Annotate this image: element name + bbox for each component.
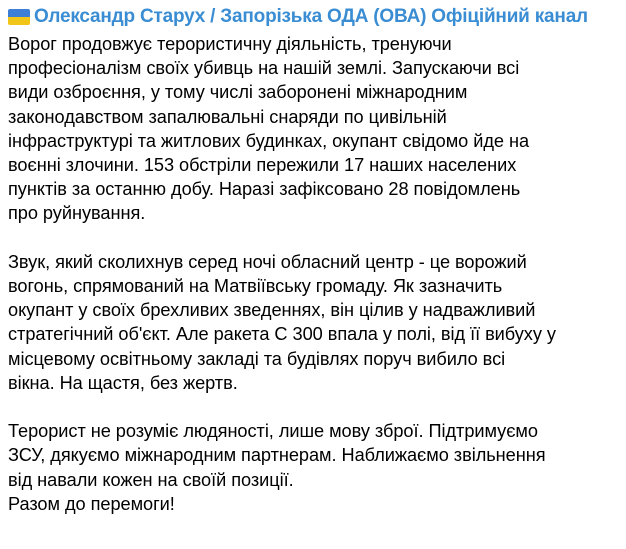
message-line: законодавством запалювальні снаряди по цивільній (8, 106, 447, 127)
message-line: Терорист не розуміє людяності, лише мову зброї. Підтримуємо (8, 421, 538, 442)
message-line: Звук, який сколихнув серед ночі обласний центр - це ворожий (8, 251, 527, 272)
message-paragraph-3 (8, 419, 616, 516)
paragraph-spacer (8, 395, 616, 419)
channel-name[interactable]: Олександр Старух / Запорізька ОДА (ОВА) Офіційний канал (34, 6, 588, 27)
paragraph-spacer (8, 226, 616, 250)
post-header (8, 2, 616, 32)
flag-bottom-stripe (8, 17, 30, 25)
message-line: Ворог продовжує терористичну діяльність, тренуючи (8, 34, 452, 54)
message-line: види озброєння, у тому числі заборонені міжнародним (8, 82, 468, 103)
message-line: професіоналізм своїх убивць на нашій землі. Запускаючи всі (8, 58, 520, 79)
message-body (8, 32, 616, 516)
message-line: про руйнування. (8, 203, 146, 224)
message-line: вогонь, спрямований на Матвіївську громаду. Як зазначить (8, 276, 503, 297)
ukraine-flag-icon (8, 9, 30, 25)
message-line: інфраструктурі та житлових будинках, окупант свідомо йде на (8, 130, 530, 151)
message-line: стратегічний об'єкт. Але ракета С 300 впала у полі, від її вибуху у (8, 324, 556, 345)
message-paragraph-1 (8, 32, 616, 226)
message-paragraph-2 (8, 250, 616, 395)
message-line: воєнні злочини. 153 обстріли пережили 17 наших населених (8, 155, 517, 176)
message-line: місцевому освітньому закладі та будівлях поруч вибило всі (8, 348, 506, 369)
message-line: від навали кожен на своїй позиції. (8, 469, 294, 490)
message-line: пунктів за останню добу. Наразі зафіксовано 28 повідомлень (8, 179, 521, 200)
message-line: ЗСУ, дякуємо міжнародним партнерам. Наближаємо звільнення (8, 445, 546, 466)
message-line: вікна. На щастя, без жертв. (8, 372, 238, 393)
flag-top-stripe (8, 9, 30, 17)
message-line: окупант у своїх брехливих зведеннях, він цілив у надважливий (8, 300, 536, 321)
message-line: Разом до перемоги! (8, 493, 175, 514)
